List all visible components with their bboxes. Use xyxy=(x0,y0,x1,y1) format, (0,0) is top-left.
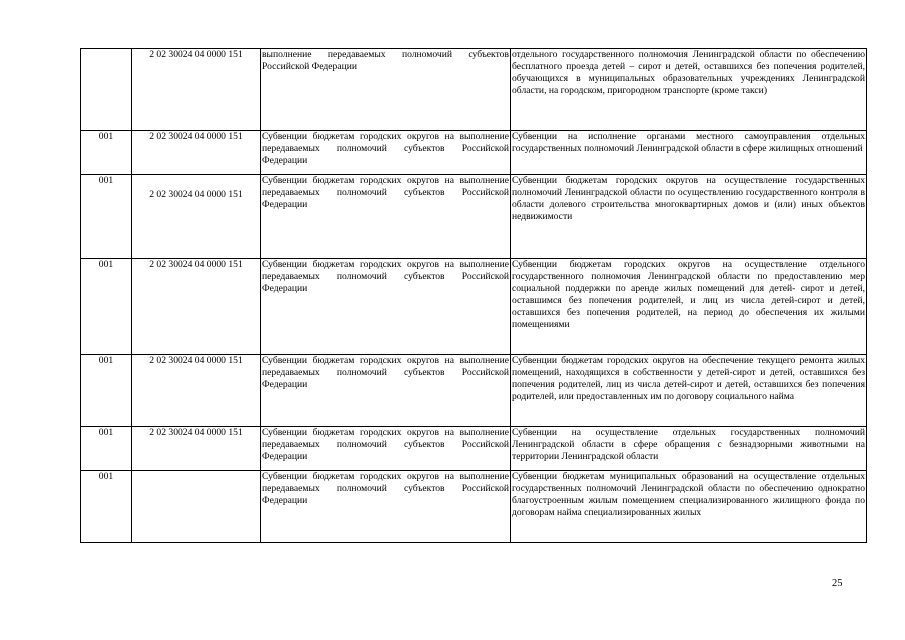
admin-code-cell xyxy=(81,49,132,131)
table-row xyxy=(81,259,867,355)
table-row xyxy=(81,49,867,131)
revenue-name-cell: Субвенции бюджетам городских округов на выполнение передаваемых полномочий субъектов Российской Федерации xyxy=(261,427,511,471)
page-number: 25 xyxy=(832,578,843,589)
admin-code-cell: 001 xyxy=(81,355,132,427)
kbk-code-cell: 2 02 30024 04 0000 151 xyxy=(132,355,261,427)
revenue-name-cell: Субвенции бюджетам городских округов на выполнение передаваемых полномочий субъектов Российской Федерации xyxy=(261,355,511,427)
purpose-cell: Субвенции бюджетам городских округов на осуществление государственных полномочий Ленинградской области по осуществлению государственного контроля в области долевого строительства многоквартирных домов и (или) иных объектов недвижимости xyxy=(511,175,867,259)
kbk-code-cell: 2 02 30024 04 0000 151 xyxy=(132,175,261,259)
kbk-code-cell: 2 02 30024 04 0000 151 xyxy=(132,49,261,131)
table-row xyxy=(81,355,867,427)
admin-code-cell: 001 xyxy=(81,471,132,543)
kbk-code-cell: 2 02 30024 04 0000 151 xyxy=(132,131,261,175)
purpose-cell: Субвенции на исполнение органами местного самоуправления отдельных государственных полномочий Ленинградской области в сфере жилищных отношений xyxy=(511,131,867,175)
purpose-cell: Субвенции на осуществление отдельных государственных полномочий Ленинградской области в сфере обращения с безнадзорными животными на территории Ленинградской области xyxy=(511,427,867,471)
kbk-code-cell: 2 02 30024 04 0000 151 xyxy=(132,259,261,355)
admin-code-cell: 001 xyxy=(81,259,132,355)
table-row xyxy=(81,131,867,175)
revenue-name-cell: Субвенции бюджетам городских округов на выполнение передаваемых полномочий субъектов Российской Федерации xyxy=(261,471,511,543)
purpose-cell: отдельного государственного полномочия Ленинградской области по обеспечению бесплатного проезда детей – сирот и детей, оставшихся без попечения родителей, обучающихся в муниципальных образовательных учреждениях Ленинградской области, на городском, пригородном транспорте (кроме такси) xyxy=(511,49,867,131)
purpose-cell: Субвенции бюджетам муниципальных образований на осуществление отдельных государственных полномочий Ленинградской области по обеспечению однократно благоустроенным жилым помещением специализированного жилищного фонда по договорам найма специализированных жилых xyxy=(511,471,867,543)
kbk-code-cell xyxy=(132,471,261,543)
table-row xyxy=(81,427,867,471)
revenue-name-cell: выполнение передаваемых полномочий субъектов Российской Федерации xyxy=(261,49,511,131)
purpose-cell: Субвенции бюджетам городских округов на осуществление отдельного государственного полномочия Ленинградской области по предоставлению мер социальной поддержки по аренде жилых помещений для детей- сирот и детей, оставшимся без попечения родителей, и лиц из числа детей-сирот и детей, оставшихся без попечения родителей, на период до обеспечения их жилыми помещениями xyxy=(511,259,867,355)
admin-code-cell: 001 xyxy=(81,175,132,259)
table-row xyxy=(81,471,867,543)
budget-table xyxy=(80,48,867,543)
admin-code-cell: 001 xyxy=(81,131,132,175)
admin-code-cell: 001 xyxy=(81,427,132,471)
revenue-name-cell: Субвенции бюджетам городских округов на выполнение передаваемых полномочий субъектов Российской Федерации xyxy=(261,175,511,259)
revenue-name-cell: Субвенции бюджетам городских округов на выполнение передаваемых полномочий субъектов Российской Федерации xyxy=(261,259,511,355)
revenue-name-cell: Субвенции бюджетам городских округов на выполнение передаваемых полномочий субъектов Российской Федерации xyxy=(261,131,511,175)
purpose-cell: Субвенции бюджетам городских округов на обеспечение текущего ремонта жилых помещений, находящихся в собственности у детей-сирот и детей, оставшихся без попечения родителей, лиц из числа детей-сирот и детей, оставшихся без попечения родителей, или предоставленных им по договору социального найма xyxy=(511,355,867,427)
table-row xyxy=(81,175,867,259)
kbk-code-cell: 2 02 30024 04 0000 151 xyxy=(132,427,261,471)
